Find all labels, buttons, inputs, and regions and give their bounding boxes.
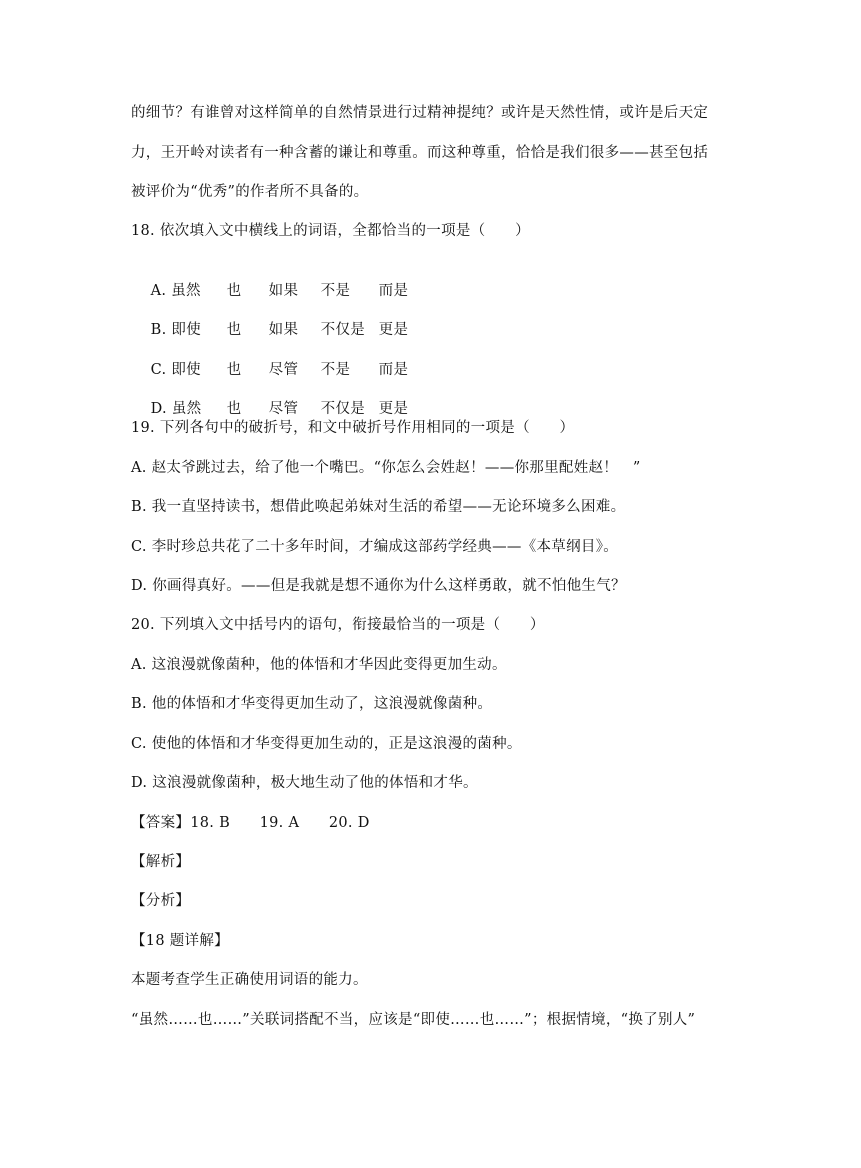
- option-cell: 尽管: [268, 401, 299, 417]
- option-cell: 不是: [320, 283, 351, 299]
- option-cell: C. 即使: [150, 362, 201, 378]
- question-19-stem: 19. 下列各句中的破折号，和文中破折号作用相同的一项是（ ）: [131, 420, 575, 436]
- option-cell: D. 虽然: [150, 401, 202, 417]
- option-cell: 而是: [378, 283, 409, 299]
- detail-line-1: 本题考查学生正确使用词语的能力。: [131, 972, 368, 988]
- answer-line: 【答案】18. B 19. A 20. D: [131, 815, 370, 831]
- question-20-option-a: A. 这浪漫就像菌种，他的体悟和才华因此变得更加生动。: [131, 657, 507, 673]
- intro-line-2: 力，王开岭对读者有一种含蓄的谦让和尊重。而这种尊重，恰恰是我们很多——甚至包括: [131, 145, 709, 161]
- option-cell: 而是: [378, 362, 409, 378]
- fenxi-heading: 【分析】: [131, 893, 191, 909]
- option-cell: 如果: [268, 322, 299, 338]
- option-cell: 不仅是: [320, 322, 366, 338]
- question-20-option-c: C. 使他的体悟和才华变得更加生动的，正是这浪漫的菌种。: [131, 736, 522, 752]
- option-cell: 不仅是: [320, 401, 366, 417]
- detail-heading: 【18 题详解】: [131, 933, 229, 949]
- option-cell: 也: [226, 283, 242, 299]
- intro-line-3: 被评价为“优秀”的作者所不具备的。: [131, 184, 369, 200]
- detail-line-2: “虽然……也……”关联词搭配不当，应该是“即使……也……”；根据情境，“换了别人”: [131, 1012, 696, 1028]
- question-19-option-c: C. 李时珍总共花了二十多年时间，才编成这部药学经典——《本草纲目》。: [131, 539, 619, 555]
- option-cell: 更是: [378, 322, 409, 338]
- question-20-option-b: B. 他的体悟和才华变得更加生动了，这浪漫就像菌种。: [131, 696, 493, 712]
- option-cell: 也: [226, 401, 242, 417]
- question-19-option-b: B. 我一直坚持读书，想借此唤起弟妹对生活的希望——无论环境多么困难。: [131, 499, 626, 515]
- option-cell: A. 虽然: [150, 283, 201, 299]
- question-20-stem: 20. 下列填入文中括号内的语句，衔接最恰当的一项是（ ）: [131, 617, 545, 633]
- option-cell: 也: [226, 362, 242, 378]
- option-cell: 不是: [320, 362, 351, 378]
- option-cell: B. 即使: [150, 322, 202, 338]
- option-cell: 也: [226, 322, 242, 338]
- question-19-option-a: A. 赵太爷跳过去，给了他一个嘴巴。“你怎么会姓赵！——你那里配姓赵！ ”: [131, 460, 641, 476]
- analysis-heading: 【解析】: [131, 854, 191, 870]
- intro-line-1: 的细节？有谁曾对这样简单的自然情景进行过精神提纯？或许是天然性情，或许是后天定: [131, 105, 709, 121]
- option-cell: 更是: [378, 401, 409, 417]
- option-cell: 如果: [268, 283, 299, 299]
- option-cell: 尽管: [268, 362, 299, 378]
- question-19-option-d: D. 你画得真好。——但是我就是想不通你为什么这样勇敢，就不怕他生气？: [131, 578, 626, 594]
- question-20-option-d: D. 这浪漫就像菌种，极大地生动了他的体悟和才华。: [131, 775, 478, 791]
- question-18-stem: 18. 依次填入文中横线上的词语，全都恰当的一项是（ ）: [131, 223, 530, 239]
